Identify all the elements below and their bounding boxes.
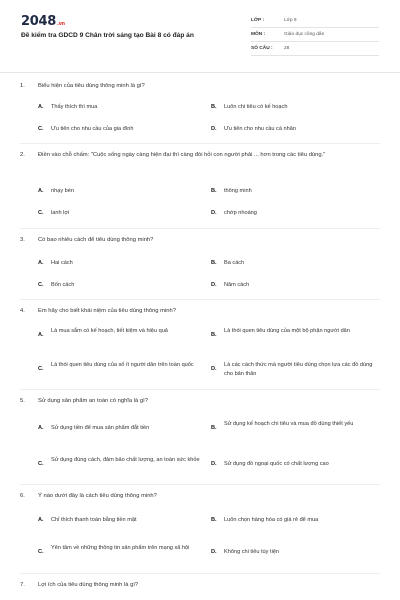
question-text: Có bao nhiêu cách để tiêu dùng thông minh?: [38, 237, 154, 243]
question-divider: [20, 389, 380, 390]
question-text: Em hãy cho biết khái niệm của tiêu dùng thông minh?: [38, 308, 176, 314]
header-divider: [0, 72, 400, 73]
option-6b[interactable]: B. Luôn chọn hàng hóa có giá rẻ để mua: [211, 517, 319, 523]
question-text: Ý nào dưới đây là cách tiêu dùng thông minh?: [38, 493, 157, 499]
meta-label: LỚP :: [251, 18, 265, 23]
option-3b[interactable]: B. Ba cách: [211, 260, 245, 266]
question-number: 4.: [20, 308, 25, 314]
option-5c[interactable]: C.Sử dụng đúng cách, đảm bảo chất lượng, an toàn sức khỏe: [38, 457, 200, 467]
option-5a[interactable]: A. Sử dụng tiền để mua sản phẩm đắt tiền: [38, 425, 150, 431]
option-3c[interactable]: C. Bốn cách: [38, 282, 75, 288]
option-1c[interactable]: C. Ưu tiên cho nhu cầu của gia đình: [38, 126, 134, 132]
option-1d[interactable]: D. Ưu tiên cho nhu cầu cá nhân: [211, 126, 296, 132]
question-divider: [20, 228, 380, 229]
question-text: Lợi ích của tiêu dùng thông minh là gì?: [38, 582, 139, 588]
question-divider: [20, 143, 380, 144]
meta-label: MÔN :: [251, 32, 266, 37]
meta-table: [251, 14, 379, 56]
meta-label: SỐ CÂU :: [251, 46, 273, 51]
question-1: [20, 82, 388, 91]
meta-row-count: [251, 42, 379, 56]
option-4d[interactable]: D.Là các cách thức mà người tiêu dùng chọn lựa các đồ dùng cho bản thân: [211, 362, 373, 377]
question-number: 3.: [20, 237, 25, 243]
meta-row-subject: [251, 28, 379, 42]
option-5d[interactable]: D. Sử dụng đồ ngoại quốc có chất lượng cao: [211, 461, 329, 467]
option-6d[interactable]: D. Không chi tiêu tùy tiện: [211, 549, 280, 555]
question-number: 2.: [20, 152, 25, 158]
question-7: [20, 581, 388, 590]
question-2: [20, 151, 388, 160]
logo-suffix: .vn: [56, 21, 65, 27]
option-2a[interactable]: A. nhạy bén: [38, 188, 75, 194]
document-title: Đề kiểm tra GDCD 9 Chân trời sáng tạo Bài 8 có đáp án: [21, 32, 194, 39]
question-text: Điền vào chỗ chấm: "Cuộc sống ngày càng hiện đại thì càng đòi hỏi con người phải ... hơn trong các tiêu dùng.": [38, 152, 326, 158]
option-4a[interactable]: A.Là mua sắm có kế hoạch, tiết kiệm và hiệu quả: [38, 328, 168, 338]
option-1b[interactable]: B. Luôn chi tiêu có kế hoạch: [211, 104, 288, 110]
option-6c[interactable]: C.Yên tâm về những thông tin sản phẩm trên mạng xã hội: [38, 545, 190, 555]
question-number: 7.: [20, 582, 25, 588]
logo-main: 2048: [21, 14, 56, 29]
question-divider: [20, 573, 380, 574]
option-1a[interactable]: A. Thấy thích thì mua: [38, 104, 98, 110]
question-text: Biểu hiện của tiêu dùng thông minh là gì?: [38, 83, 145, 89]
option-2c[interactable]: C. lanh lợi: [38, 210, 70, 216]
meta-value: 28: [284, 46, 290, 51]
meta-row-grade: [251, 14, 379, 28]
document-header: [0, 0, 400, 66]
question-divider: [20, 299, 380, 300]
meta-value: Giáo dục công dân: [284, 32, 325, 37]
question-divider: [20, 484, 380, 485]
question-number: 6.: [20, 493, 25, 499]
option-4c[interactable]: C.Là thói quen tiêu dùng của số ít người dân trên toàn quốc: [38, 362, 194, 372]
option-2d[interactable]: D. chớp nhoáng: [211, 210, 257, 216]
question-5: [20, 397, 388, 406]
option-3a[interactable]: A. Hai cách: [38, 260, 73, 266]
question-number: 1.: [20, 83, 25, 89]
site-logo[interactable]: [21, 14, 65, 29]
question-4: [20, 307, 388, 316]
option-4b[interactable]: B.Là thói quen tiêu dùng của một bộ phận người dân: [211, 328, 350, 338]
question-6: [20, 492, 388, 501]
option-5b[interactable]: B.Sử dụng kế hoạch chi tiêu và mua đồ dùng thiết yếu: [211, 421, 354, 431]
meta-value: Lớp 9: [284, 18, 297, 23]
question-3: [20, 236, 388, 245]
question-number: 5.: [20, 398, 25, 404]
option-3d[interactable]: D. Năm cách: [211, 282, 250, 288]
option-2b[interactable]: B. thông minh: [211, 188, 252, 194]
option-6a[interactable]: A. Chỉ thích thanh toán bằng tiền mặt: [38, 517, 137, 523]
question-text: Sử dụng sản phẩm an toàn có nghĩa là gì?: [38, 398, 148, 404]
